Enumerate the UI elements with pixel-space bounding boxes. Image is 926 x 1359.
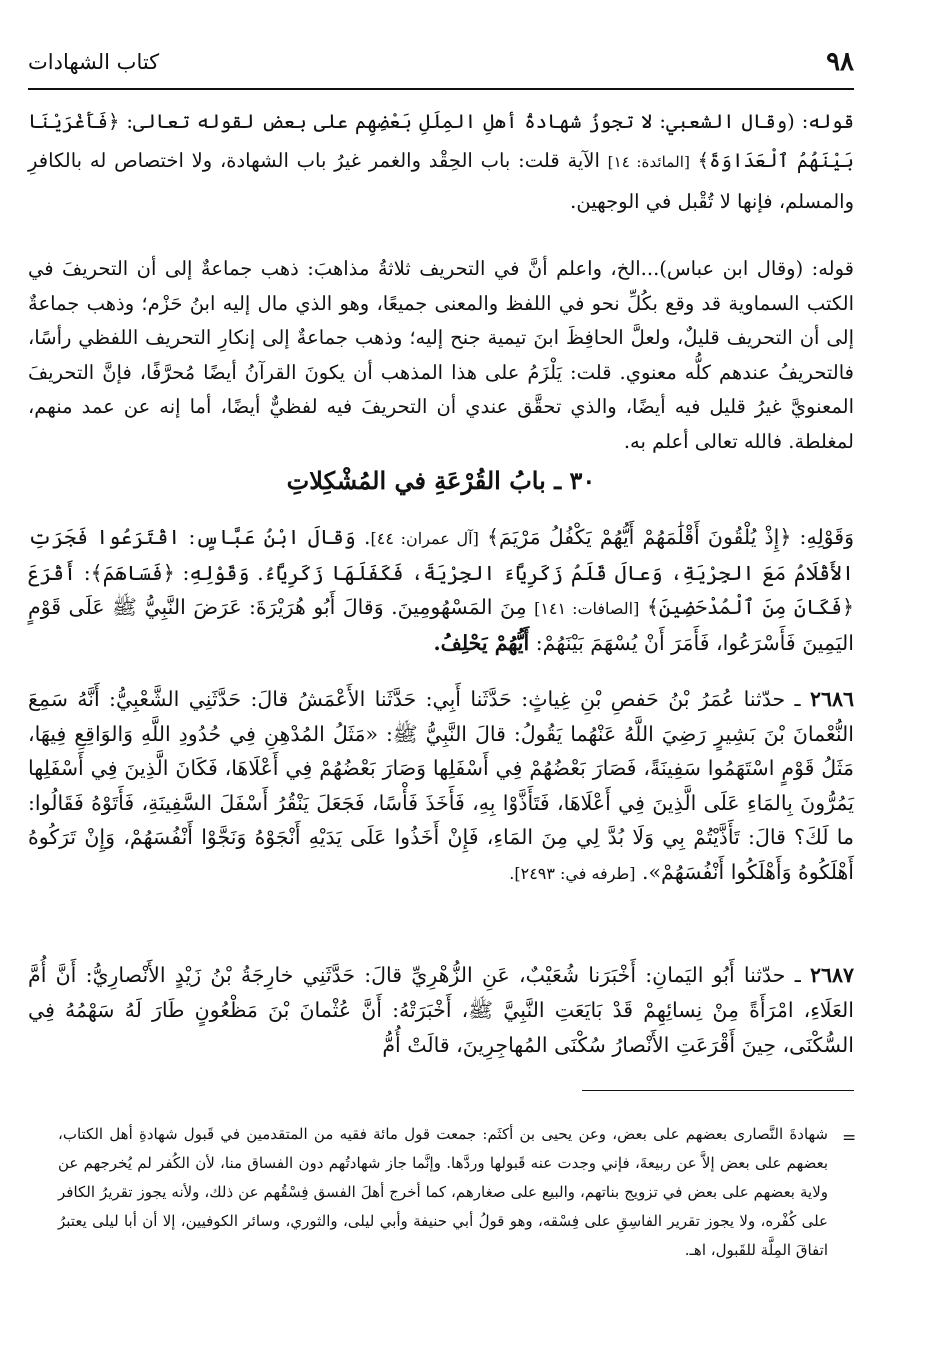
quran-reference-2: [الصافات: ١٤١] <box>534 599 640 618</box>
header-rule <box>28 88 854 90</box>
hadith-text: ـ حدّثنا عُمَرُ بْنُ حَفصِ بْنِ غِياثٍ: حَدَّثَنا أَبِي: حَدَّثَنا الأَعْمَشُ قالَ: حَدَّثَنِي الشَّعْبِيُّ: أَنَّهُ سَمِعَ النُّعْمانَ بْنَ بَشِيرٍ رَضِيَ اللَّهُ عَنْهُما يَقُولُ: قالَ النَّبِيُّ ﷺ: «مَثَلُ المُدْهِنِ فِي حُدُودِ اللَّهِ وَالوَاقِعِ فِيهَا، مَثَلُ قَوْمٍ اسْتَهَمُوا سَفِينَةً، فَصَارَ بَعْضُهُمْ فِي أَسْفَلِها وَصَارَ بَعْضُهُمْ فِي أَعْلَاهَا، فَكَانَ الَّذِينَ فِي أَسْفَلِها يَمُرُّونَ بِالمَاءِ عَلَى الَّذِينَ فِي أَعْلَاهَا، فَتَأَذَّوْا بِهِ، فَأَخَذَ فَأْسًا، فَجَعَلَ يَنْقُرُ أَسْفَلَ السَّفِينَةِ، فَأَتَوْهُ فَقَالُوا: ما لَكَ؟ قالَ: تَأَذَّيْتُمْ بِي وَلَا بُدَّ لِي مِنَ المَاءِ، فَإِنْ أَخَذُوا عَلَى يَدَيْهِ أَنْجَوْهُ وَنَجَّوْا أَنْفُسَهُمْ، وَإِنْ تَرَكُوهُ أَهْلَكُوهُ وَأَهْلَكُوا أَنْفُسَهُمْ». <box>28 687 854 884</box>
commentary-opening: قوله: (وقال الشعبي: لا تجوزُ شهادةُ أهلِ المِلَلِ بَعْضِهِم على بعض لقوله تعالى: ﴿فَأَغْرَيْنَا بَيْنَهُمُ ٱلْعَدَاوَةَ﴾ <box>28 110 854 172</box>
commentary-paragraph-tahrif: قوله: (وقال ابن عباس)...الخ، واعلم أنَّ في التحريف ثلاثةُ مذاهبَ: ذهب جماعةٌ إلى أن التحريفَ في الكتب السماوية قد وقع بكُلِّ نحو في اللفظ والمعنى جميعًا، وهو الذي مال إليه ابنُ حَزْم؛ وذهب جماعةٌ إلى أن التحريف قليلٌ، ولعلَّ الحافِظَ ابنَ تيمية جنح إليه؛ وذهب جماعةٌ إلى إنكارِ التحريف اللفظي رأسًا، فالتحريفُ عندهم كلُّه معنوي. قلت: يَلْزَمُ على هذا المذهب أن يكونَ القرآنُ أيضًا مُحرَّفًا، فإنَّ التحريفَ المعنويَّ غيرُ قليل فيه أيضًا، والذي تحقَّق عندي أن التحريفَ فيه لفظيٌّ أيضًا، أما إنه عن عمد منهم، لمغلطة. فالله تعالى أعلم به. <box>28 257 854 453</box>
hadith-2687 <box>28 958 854 1063</box>
page-header <box>28 42 854 82</box>
chapter-title: ٣٠ ـ بابُ القُرْعَةِ في المُشْكِلاتِ <box>286 466 596 495</box>
footnote-rule <box>582 1090 854 1091</box>
hadith-text: ـ حدّثنا أَبُو اليَمانِ: أَخْبَرَنا شُعَيْبٌ، عَنِ الزُّهْرِيِّ قالَ: حَدَّثَنِي خارِجَةُ بْنُ زَيْدٍ الأَنْصارِيُّ: أَنَّ أُمَّ العَلَاءِ، امْرَأَةً مِنْ نِسائِهِمْ قَدْ بَايَعَتِ النَّبِيَّ ﷺ، أَخْبَرَتْهُ: أَنَّ عُثْمانَ بْنَ مَظْعُونٍ طَارَ لَهُ سَهْمُهُ فِي السُّكْنَى، حِينَ أَقْرَعَتِ الأَنْصارُ سُكْنَى المُهاجِرِينَ، قالَتْ أُمُّ <box>28 963 854 1057</box>
hadith-number: ٢٦٨٦ <box>809 687 854 711</box>
commentary-rest: الآية قلت: باب الحِقْد والغمر غيرُ باب الشهادة، ولا اختصاص له بالكافرِ والمسلم، فإنها لا تُقْبل في الوجهين. <box>28 149 854 213</box>
footnote-continuation-mark: = <box>842 1128 857 1148</box>
quran-reference-1: [آل عمران: ٤٤] <box>370 529 479 548</box>
intro-part-2: . وَقالَ ابْنُ عَبَّاسٍ: اقْتَرَعُوا فَجَرَتِ الأَقْلَامُ مَعَ الجِرْيَةِ، وَعالَ قَلَمُ زَكَرِيَّاءَ الجِرْيَةَ، فَكَفَلَهَا زَكَرِيَّاءُ. وَقَوْلِهِ: ﴿فَسَاهَمَ﴾: أَقْرَعَ ﴿فَكَانَ مِنَ ٱلْمُدْحَضِينَ﴾ <box>28 525 854 619</box>
page-number: ٩٨ <box>826 47 854 77</box>
footnote-text: شهادةَ النَّصارى بعضهم على بعض، وعن يحيى بن أكثَم: جمعت قول مائة فقيه من المتقدمين في قَبول شهادةِ أهل الكتاب، بعضهم على بعض إلاَّ عن ربيعةَ، فإني وجدت عنه قَبولها وردَّها. وإنَّما جاز شهادتُهم دون الفساق منا، لأن الكُفر لم يُخرجهم عن ولاية بعضهم على بعض في تزويج بناتهم، والبيع على صغارهم، كما أخرج أهلَ الفسق فِسْقُهم عن ذلك، ولأنه يجوز تقريرُ الكافر على كُفْره، ولا يجوز تقرير الفاسِقِ على فِسْقه، وهو قولُ أبي حنيفة وأبي ليلى، والثوري، وسائر الكوفيين، إلا أن أبا ليلى يعتبرُ اتفاقَ المِلَّة للقَبول، اهـ. <box>58 1125 828 1259</box>
chapter-introduction <box>28 520 854 660</box>
hadith-reference: [طرفه في: ٢٤٩٣]. <box>509 863 636 883</box>
intro-part-1: وَقَوْلِهِ: ﴿إِذْ يُلْقُونَ أَقْلَٰمَهُمْ أَيُّهُمْ يَكْفُلُ مَرْيَمَ﴾ <box>486 525 854 549</box>
quran-reference: [المائدة: ١٤] <box>607 153 690 171</box>
running-title: كتاب الشهادات <box>28 50 160 74</box>
intro-part-3: مِنَ المَسْهُومِينَ. وَقالَ أَبُو هُرَيْرَةَ: عَرَضَ النَّبِيُّ ﷺ عَلَى قَوْمٍ اليَمِينَ فَأَسْرَعُوا، فَأَمَرَ أَنْ يُسْهَمَ بَيْنَهُمْ: <box>28 595 854 655</box>
hadith-2686 <box>28 682 854 891</box>
intro-emphasis: أَيُّهُمْ يَحْلِفُ. <box>433 631 530 655</box>
commentary-paragraph-shabi <box>28 102 854 221</box>
hadith-number: ٢٦٨٧ <box>809 963 854 987</box>
